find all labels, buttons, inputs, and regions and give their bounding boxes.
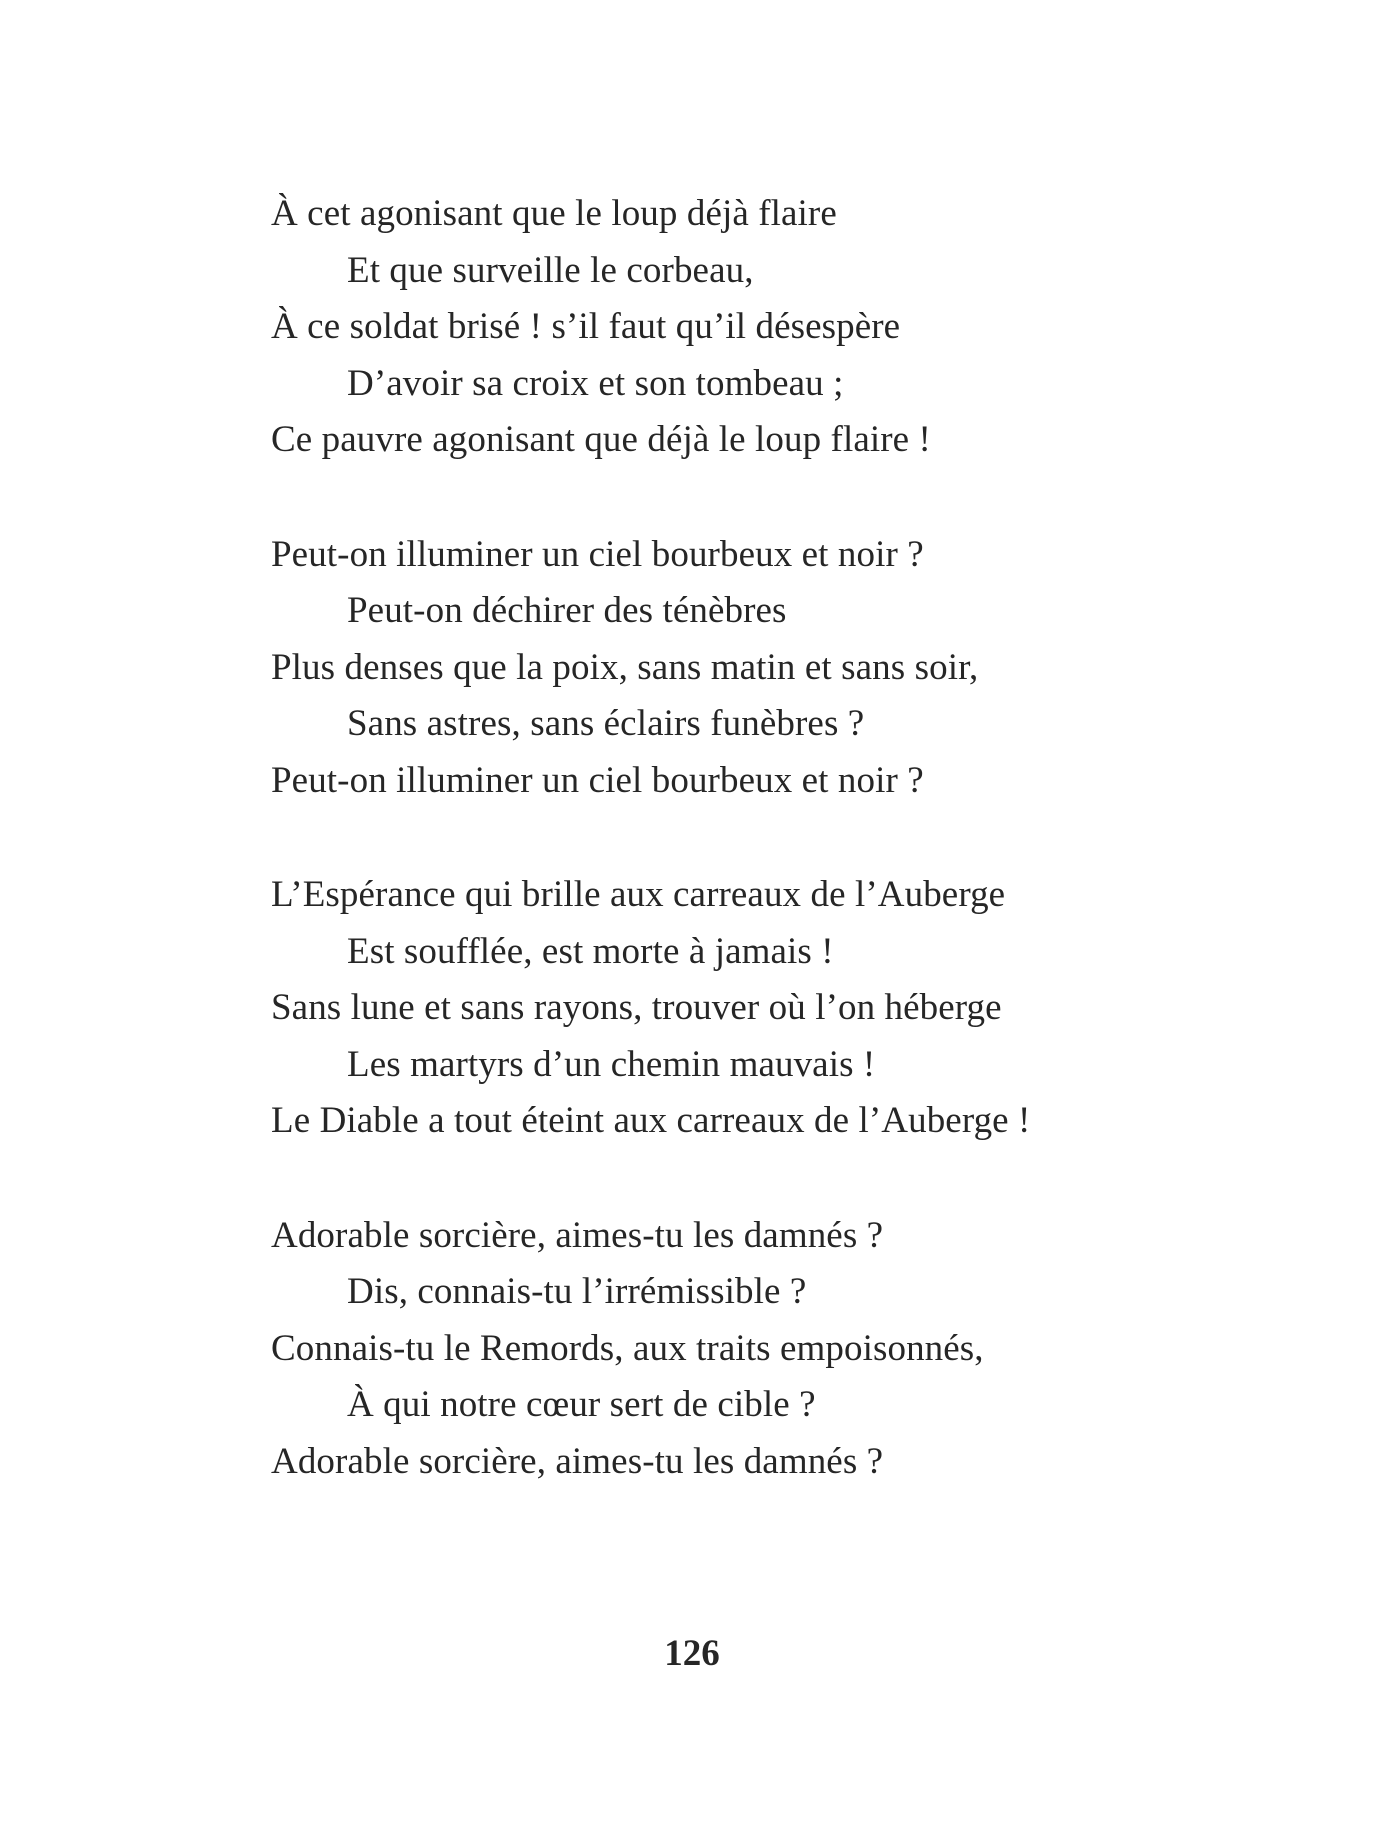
stanza-2 [271,527,1311,810]
verse-line: L’Espérance qui brille aux carreaux de l’Auberge [271,874,1006,915]
page-number: 126 [664,1633,720,1674]
verse-line: Plus denses que la poix, sans matin et sans soir, [271,646,979,688]
verse-line: Peut-on illuminer un ciel bourbeux et noir ? [271,759,924,801]
verse-line: Est soufflée, est morte à jamais ! [347,930,834,972]
verse-line: Les martyrs d’un chemin mauvais ! [347,1043,876,1085]
verse-line: Peut-on illuminer un ciel bourbeux et noir ? [271,533,924,575]
verse-line: Sans astres, sans éclairs funèbres ? [347,703,865,744]
verse-line: Connais-tu le Remords, aux traits empoisonnés, [271,1327,984,1369]
verse-line: Ce pauvre agonisant que déjà le loup flaire ! [271,419,931,460]
verse-line: À qui notre cœur sert de cible ? [347,1384,816,1425]
verse-line: Peut-on déchirer des ténèbres [347,590,787,631]
verse-line: Sans lune et sans rayons, trouver où l’on héberge [271,987,1002,1028]
stanza-3 [271,867,1311,1150]
stanza-1 [271,186,1311,469]
verse-line: À ce soldat brisé ! s’il faut qu’il désespère [271,306,901,347]
verse-line: À cet agonisant que le loup déjà flaire [271,193,837,234]
verse-line: Le Diable a tout éteint aux carreaux de l’Auberge ! [271,1100,1031,1141]
verse-line: Adorable sorcière, aimes-tu les damnés ? [271,1440,884,1482]
verse-line: Et que surveille le corbeau, [347,249,754,291]
poem [271,186,1311,1548]
stanza-4 [271,1208,1311,1491]
verse-line: Dis, connais-tu l’irrémissible ? [347,1271,807,1312]
verse-line: D’avoir sa croix et son tombeau ; [347,362,844,404]
verse-line: Adorable sorcière, aimes-tu les damnés ? [271,1214,884,1256]
